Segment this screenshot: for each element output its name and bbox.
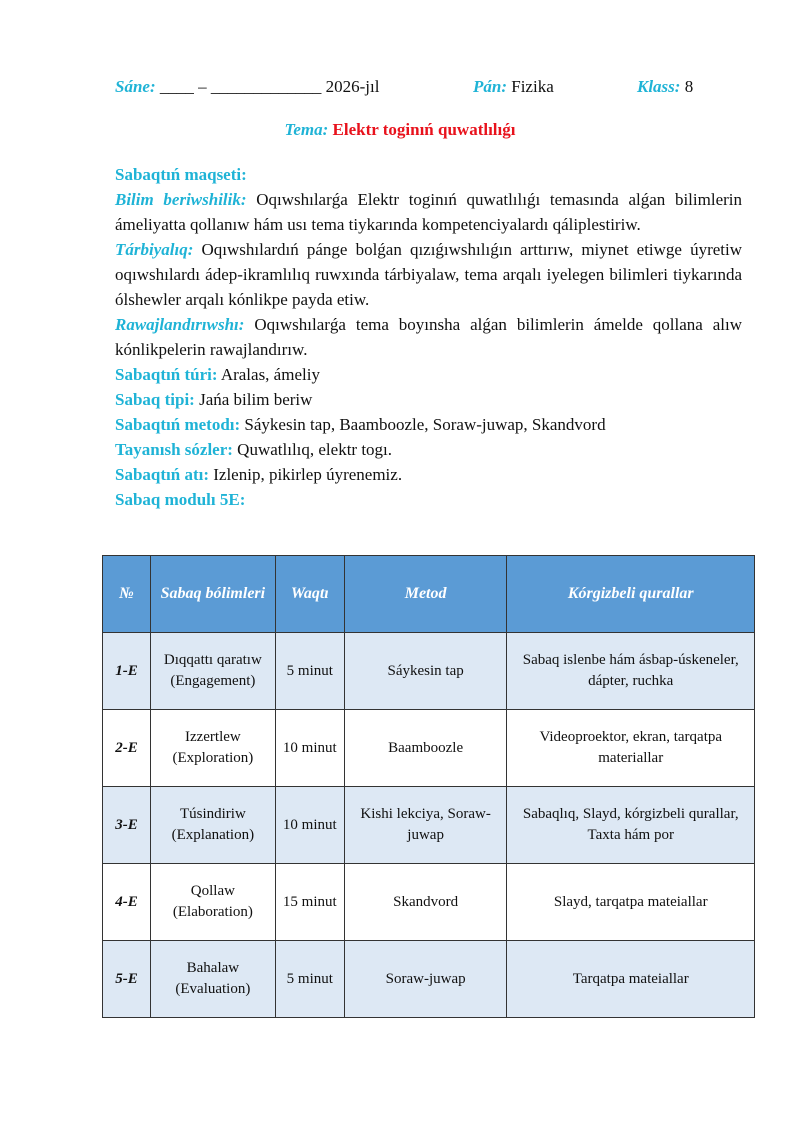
stage-number: 5-E [103,941,151,1018]
stage-number: 4-E [103,864,151,941]
info-text: Aralas, ámeliy [220,365,320,384]
column-header: Sabaq bólimleri [150,556,275,633]
goal-upbringing [115,237,742,312]
goal-label: Rawajlandırıwshı: [115,315,245,334]
table-row [103,710,755,787]
info-lesson-method [115,412,742,437]
stage-time: 10 minut [275,787,344,864]
subject-value: Fizika [511,77,554,96]
stage-number: 3-E [103,787,151,864]
stage-time: 5 minut [275,633,344,710]
stage-tools: Slayd, tarqatpa mateiallar [507,864,755,941]
stage-method: Baamboozle [344,710,507,787]
date-value: ____ – _____________ 2026-jıl [159,77,380,96]
stage-method: Kishi lekciya, Soraw-juwap [344,787,507,864]
table-row [103,787,755,864]
stage-number: 1-E [103,633,151,710]
stage-section: Qollaw (Elaboration) [150,864,275,941]
stage-method: Sáykesin tap [344,633,507,710]
stage-section: Izzertlew (Exploration) [150,710,275,787]
info-text: Sáykesin tap, Baamboozle, Soraw-juwap, Skandvord [244,415,606,434]
info-text: Izlenip, pikirlep úyrenemiz. [213,465,403,484]
module-label: Sabaq modulı 5E: [115,490,246,509]
info-keywords [115,437,742,462]
stage-section: Dıqqattı qaratıw (Engagement) [150,633,275,710]
stage-tools: Videoproektor, ekran, tarqatpa materiallar [507,710,755,787]
date-label: Sáne: [115,77,156,96]
info-lesson-kind [115,387,742,412]
goal-development [115,312,742,362]
info-label: Sabaqtıń metodı: [115,415,241,434]
stage-time: 15 minut [275,864,344,941]
table-row [103,864,755,941]
stage-number: 2-E [103,710,151,787]
info-text: Jańa bilim beriw [199,390,313,409]
topic-line [0,120,800,140]
table-row [103,633,755,710]
class-label: Klass: [637,77,681,96]
stage-time: 5 minut [275,941,344,1018]
info-lesson-type [115,362,742,387]
goals-title: Sabaqtıń maqseti: [115,165,247,184]
stage-tools: Sabaq islenbe hám ásbap-úskeneler, dápter, ruchka [507,633,755,710]
stage-tools: Tarqatpa mateiallar [507,941,755,1018]
subject-label: Pán: [473,77,507,96]
topic-value: Elektr toginıń quwatlılıǵı [332,120,516,139]
info-label: Sabaqtıń atı: [115,465,209,484]
column-header: Waqtı [275,556,344,633]
lesson-description [115,162,742,512]
goal-label: Bilim beriwshilik: [115,190,247,209]
info-text: Quwatlılıq, elektr togı. [237,440,393,459]
goal-text: Oqıwshılardıń pánge bolǵan qızıǵıwshılıǵın arttırıw, miynet etiwge úyretiw oqıwshılardı ádep-ikramlılıq ruwxında tárbiyalaw, tema arqalı iyelegen bilimleri tiykarında ólshewler arqalı kónlikpe payda etiw. [115,240,742,309]
stage-method: Skandvord [344,864,507,941]
class-value: 8 [684,77,694,96]
stage-section: Túsindiriw (Explanation) [150,787,275,864]
info-label: Sabaq tipi: [115,390,195,409]
column-header: Kórgizbeli qurallar [507,556,755,633]
info-lesson-name [115,462,742,487]
goal-label: Tárbiyalıq: [115,240,194,259]
topic-label: Tema: [284,120,329,139]
info-label: Sabaqtıń túri: [115,365,218,384]
table-row [103,941,755,1018]
lesson-plan-table [102,555,755,1018]
info-label: Tayanısh sózler: [115,440,233,459]
column-header: Metod [344,556,507,633]
subject-field [473,77,554,97]
stage-time: 10 minut [275,710,344,787]
class-field [637,77,693,97]
stage-section: Bahalaw (Evaluation) [150,941,275,1018]
date-field [115,77,379,97]
goal-text: Oqıwshılarǵa tema boyınsha alǵan bilimlerin ámelde qollana alıw kónlikpelerin rawajlandırıw. [115,315,743,359]
goal-text: Oqıwshılarǵa Elektr toginıń quwatlılıǵı temasında alǵan bilimlerin ámeliyatta qollanıw hám usı tema tiykarında kompetenciyalardı qáliplestiriw. [115,190,743,234]
goal-knowledge [115,187,742,237]
stage-method: Soraw-juwap [344,941,507,1018]
table-header-row [103,556,755,633]
stage-tools: Sabaqlıq, Slayd, kórgizbeli qurallar, Taxta hám por [507,787,755,864]
column-header: № [103,556,151,633]
